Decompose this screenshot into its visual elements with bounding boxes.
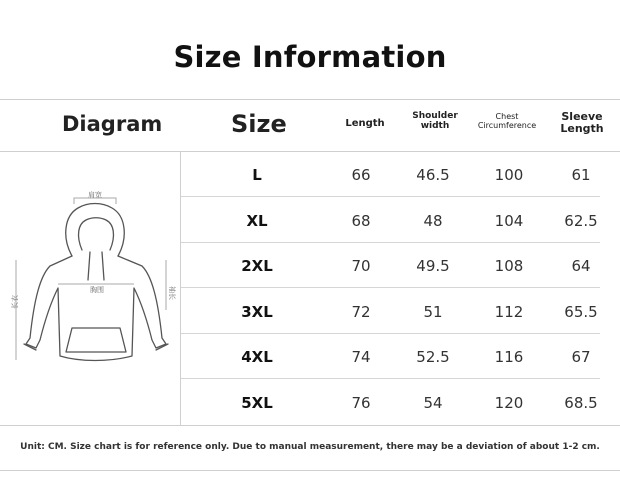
shoulder-width-cell: 54 [423, 393, 443, 412]
sleeve-length-cell: 68.5 [564, 393, 598, 412]
size-cell: 5XL [241, 393, 273, 412]
length-cell: 74 [351, 348, 371, 366]
hood-opening [79, 218, 114, 250]
shoulder-width-cell: 51 [423, 302, 443, 321]
size-cell: 2XL [241, 257, 273, 275]
shoulder-width-cell: 46.5 [416, 166, 450, 184]
length-cell: 68 [351, 211, 371, 230]
table-row [181, 289, 620, 334]
cuffs [24, 344, 168, 350]
chest-cell: 108 [494, 257, 524, 275]
sleeve-length-cell: 64 [571, 257, 591, 275]
header-sleeve-line2: Length [560, 122, 604, 136]
header-sleeve-line1: Sleeve [561, 110, 603, 123]
length-cell: 70 [351, 257, 371, 275]
chest-cell: 100 [494, 166, 524, 184]
sleeve-length-cell: 62.5 [564, 211, 598, 230]
header-length: Length [345, 118, 385, 129]
footnote: Unit: CM. Size chart is for reference only. Due to manual measurement, there may be a deviation of about 1-2 cm. [20, 442, 600, 452]
header-shoulder-line1: Shoulder [412, 111, 458, 121]
length-cell: 66 [351, 166, 371, 184]
chest-cell: 104 [494, 211, 524, 230]
table-bottom-divider [0, 425, 620, 426]
header-shoulder-line2: width [420, 120, 450, 131]
header-shoulder-width [408, 112, 462, 132]
size-cell: 4XL [241, 348, 273, 366]
shoulder-width-cell: 49.5 [416, 257, 450, 275]
header-size: Size [231, 110, 287, 138]
shoulder-width-cell: 48 [423, 211, 443, 230]
footer-divider [0, 470, 620, 471]
header-chest-line1: Chest [495, 112, 519, 121]
length-cell: 72 [351, 302, 371, 321]
size-cell: XL [246, 211, 268, 230]
table-header [0, 100, 620, 151]
table-row [181, 198, 620, 243]
size-cell: L [252, 166, 262, 184]
label-chest: 胸围 [90, 286, 104, 294]
header-chest-circumference [472, 113, 542, 131]
chest-cell: 116 [494, 348, 524, 366]
table-row [181, 243, 620, 288]
page-title: Size Information [173, 40, 447, 74]
length-cell: 76 [351, 393, 371, 412]
header-chest-line2: Circumference [477, 120, 537, 130]
pocket [66, 328, 126, 352]
table-row [181, 152, 620, 197]
header-sleeve-length [556, 111, 608, 135]
size-cell: 3XL [241, 302, 273, 321]
hood-outline [66, 204, 125, 257]
label-sleeve: 袖长 [168, 286, 176, 300]
drawstrings [88, 252, 104, 280]
hoodie-diagram [10, 188, 180, 378]
chest-cell: 112 [494, 302, 524, 321]
sleeve-length-cell: 61 [571, 166, 591, 184]
label-shoulder: 肩宽 [88, 191, 102, 199]
shoulder-width-cell: 52.5 [416, 348, 450, 366]
sleeve-length-cell: 65.5 [564, 302, 598, 321]
label-length: 长衣 [11, 295, 19, 309]
table-row [181, 334, 620, 379]
hoodie-body [26, 256, 166, 361]
chest-cell: 120 [494, 393, 524, 412]
header-diagram: Diagram [62, 112, 163, 136]
table-row [181, 380, 620, 425]
sleeve-length-cell: 67 [571, 348, 591, 366]
